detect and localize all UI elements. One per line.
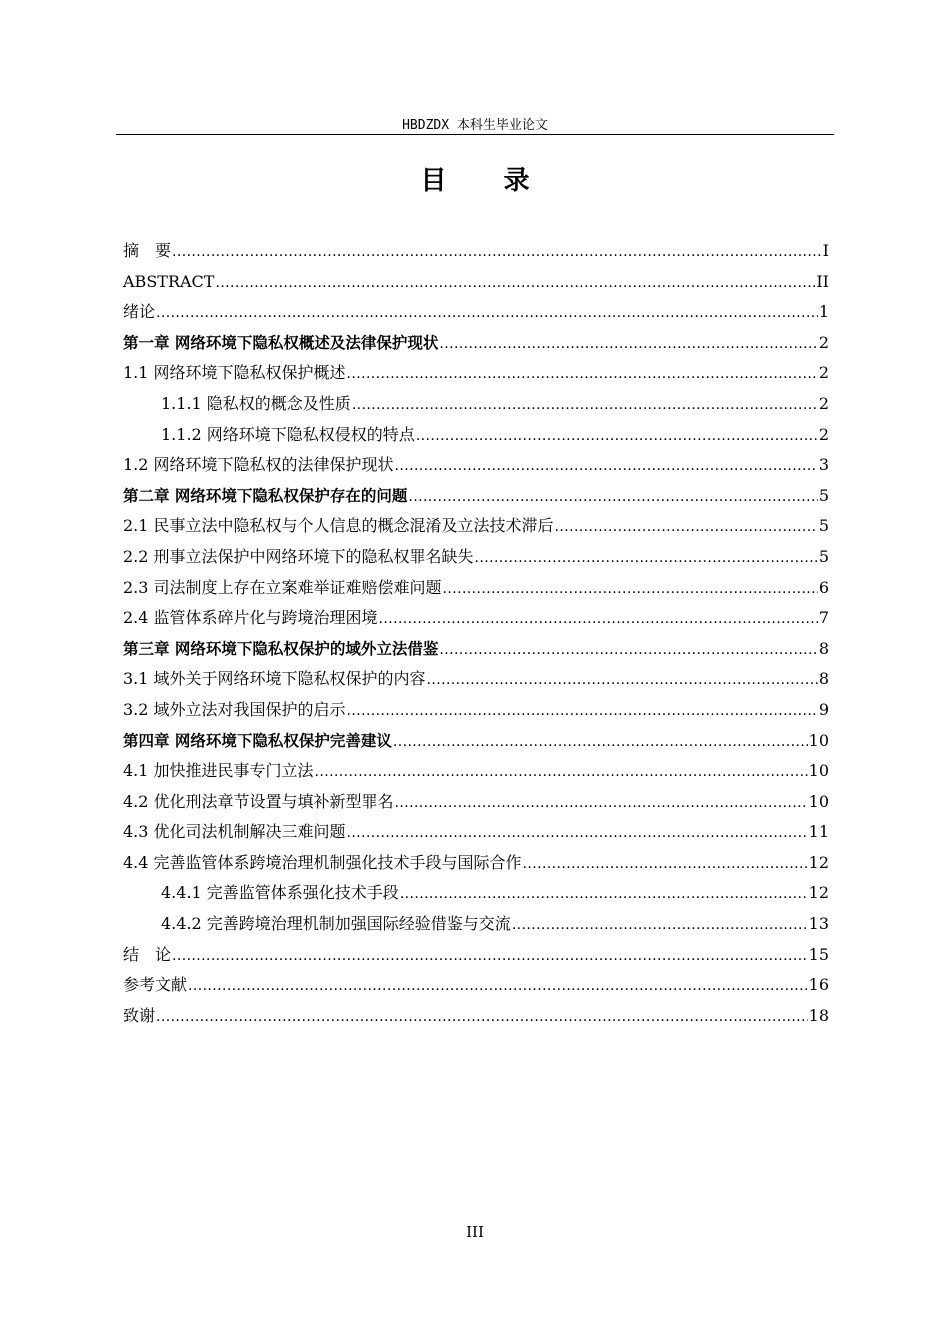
toc-entry[interactable]	[123, 664, 829, 695]
toc-entry-page: 3	[818, 455, 829, 475]
toc-dot-leader	[156, 298, 818, 329]
page-number: III	[466, 1223, 484, 1241]
toc-entry-page: 11	[808, 822, 829, 842]
toc-dot-leader	[347, 359, 818, 390]
toc-entry-page: 10	[808, 761, 829, 781]
toc-entry[interactable]	[123, 358, 829, 389]
toc-entry-label: 2.4 监管体系碎片化与跨境治理困境	[123, 608, 378, 628]
toc-entry-label: 摘 要	[123, 241, 172, 260]
toc-dot-leader	[475, 543, 818, 574]
toc-entry[interactable]	[123, 328, 829, 359]
toc-dot-leader	[172, 237, 822, 268]
toc-entry-label: 参考文献	[123, 975, 188, 995]
toc-entry-label: 4.4 完善监管体系跨境治理机制强化技术手段与国际合作	[123, 852, 522, 872]
running-header: HBDZDX 本科生毕业论文	[402, 118, 548, 133]
toc-dot-leader	[156, 1002, 808, 1033]
toc-entry-page: 5	[818, 546, 829, 566]
toc-entry-label: 2.1 民事立法中隐私权与个人信息的概念混淆及立法技术滞后	[123, 516, 554, 536]
toc-entry-label: 结 论	[123, 944, 172, 964]
toc-entry-label: ABSTRACT	[123, 271, 215, 291]
toc-entry-page: 6	[818, 577, 829, 597]
toc-entry-label: 1.1.1 隐私权的概念及性质	[161, 393, 351, 413]
toc-entry-label: 第二章 网络环境下隐私权保护存在的问题	[123, 486, 408, 505]
toc-entry[interactable]	[123, 909, 829, 940]
toc-entry-label: 1.1 网络环境下隐私权保护概述	[123, 363, 346, 383]
toc-entry-page: 5	[818, 516, 829, 536]
toc-entry[interactable]	[123, 878, 829, 909]
toc-entry-page: II	[816, 271, 829, 291]
toc-entry[interactable]	[123, 940, 829, 971]
toc-entry-page: 5	[818, 485, 829, 505]
toc-entry-page: 2	[818, 363, 829, 383]
toc-entry-page: 15	[808, 944, 829, 964]
toc-entry-label: 4.1 加快推进民事专门立法	[123, 761, 314, 781]
toc-entry[interactable]	[123, 236, 829, 267]
toc-dot-leader	[439, 329, 817, 360]
toc-entry-page: 10	[808, 730, 829, 750]
toc-dot-leader	[512, 910, 808, 941]
toc-dot-leader	[408, 482, 817, 513]
toc-dot-leader	[395, 451, 818, 482]
page-title: 目 录	[420, 166, 554, 196]
toc-entry-label: 3.2 域外立法对我国保护的启示	[123, 699, 346, 719]
toc-entry[interactable]	[123, 450, 829, 481]
toc-dot-leader	[416, 421, 818, 452]
toc-entry-label: 第三章 网络环境下隐私权保护的域外立法借鉴	[123, 639, 439, 658]
table-of-contents	[123, 236, 829, 1031]
toc-dot-leader	[347, 818, 808, 849]
header-rule	[116, 134, 834, 135]
toc-entry[interactable]	[123, 267, 829, 298]
toc-entry[interactable]	[123, 573, 829, 604]
toc-entry-label: 4.3 优化司法机制解决三难问题	[123, 822, 346, 842]
toc-entry[interactable]	[123, 420, 829, 451]
toc-entry-page: 1	[818, 302, 829, 322]
toc-dot-leader	[215, 268, 815, 299]
toc-entry[interactable]	[123, 297, 829, 328]
toc-dot-leader	[427, 665, 818, 696]
toc-entry[interactable]	[123, 603, 829, 634]
toc-dot-leader	[172, 941, 808, 972]
toc-entry-label: 2.3 司法制度上存在立案难举证难赔偿难问题	[123, 577, 442, 597]
toc-entry[interactable]	[123, 511, 829, 542]
toc-dot-leader	[555, 512, 818, 543]
toc-entry-page: 2	[818, 424, 829, 444]
toc-entry-page: 2	[818, 332, 829, 352]
toc-entry[interactable]	[123, 481, 829, 512]
toc-entry-page: 13	[808, 914, 829, 934]
toc-dot-leader	[379, 604, 818, 635]
toc-dot-leader	[315, 757, 808, 788]
toc-entry-page: I	[822, 241, 829, 260]
toc-entry-label: 绪论	[123, 302, 156, 322]
toc-entry-label: 4.4.1 完善监管体系强化技术手段	[161, 883, 399, 903]
toc-dot-leader	[347, 696, 818, 727]
toc-entry-page: 8	[818, 669, 829, 689]
toc-entry[interactable]	[123, 848, 829, 879]
toc-entry-label: 2.2 刑事立法保护中网络环境下的隐私权罪名缺失	[123, 546, 474, 566]
toc-entry-label: 4.2 优化刑法章节设置与填补新型罪名	[123, 791, 394, 811]
toc-entry-page: 8	[818, 638, 829, 658]
toc-dot-leader	[395, 788, 808, 819]
toc-entry-page: 12	[808, 852, 829, 872]
toc-entry-page: 18	[808, 1005, 829, 1025]
toc-entry-label: 1.1.2 网络环境下隐私权侵权的特点	[161, 424, 415, 444]
toc-entry[interactable]	[123, 970, 829, 1001]
toc-entry-page: 12	[808, 883, 829, 903]
toc-dot-leader	[400, 879, 808, 910]
toc-dot-leader	[352, 390, 818, 421]
toc-dot-leader	[439, 635, 817, 666]
toc-dot-leader	[188, 971, 808, 1002]
toc-entry-page: 10	[808, 791, 829, 811]
toc-entry[interactable]	[123, 726, 829, 757]
toc-entry[interactable]	[123, 634, 829, 665]
toc-entry[interactable]	[123, 542, 829, 573]
toc-entry[interactable]	[123, 817, 829, 848]
toc-entry[interactable]	[123, 756, 829, 787]
toc-entry-page: 9	[818, 699, 829, 719]
toc-entry-page: 7	[818, 608, 829, 628]
toc-dot-leader	[393, 727, 808, 758]
toc-entry-label: 1.2 网络环境下隐私权的法律保护现状	[123, 455, 394, 475]
toc-entry-page: 2	[818, 393, 829, 413]
toc-entry-label: 第一章 网络环境下隐私权概述及法律保护现状	[123, 333, 439, 352]
toc-entry[interactable]	[123, 389, 829, 420]
toc-entry-label: 3.1 域外关于网络环境下隐私权保护的内容	[123, 669, 426, 689]
toc-entry[interactable]	[123, 787, 829, 818]
toc-dot-leader	[443, 574, 818, 605]
toc-entry-label: 第四章 网络环境下隐私权保护完善建议	[123, 731, 392, 750]
toc-entry-page: 16	[808, 975, 829, 995]
toc-entry[interactable]	[123, 695, 829, 726]
toc-entry[interactable]	[123, 1001, 829, 1032]
toc-entry-label: 致谢	[123, 1005, 156, 1025]
toc-entry-label: 4.4.2 完善跨境治理机制加强国际经验借鉴与交流	[161, 914, 511, 934]
toc-dot-leader	[523, 849, 808, 880]
